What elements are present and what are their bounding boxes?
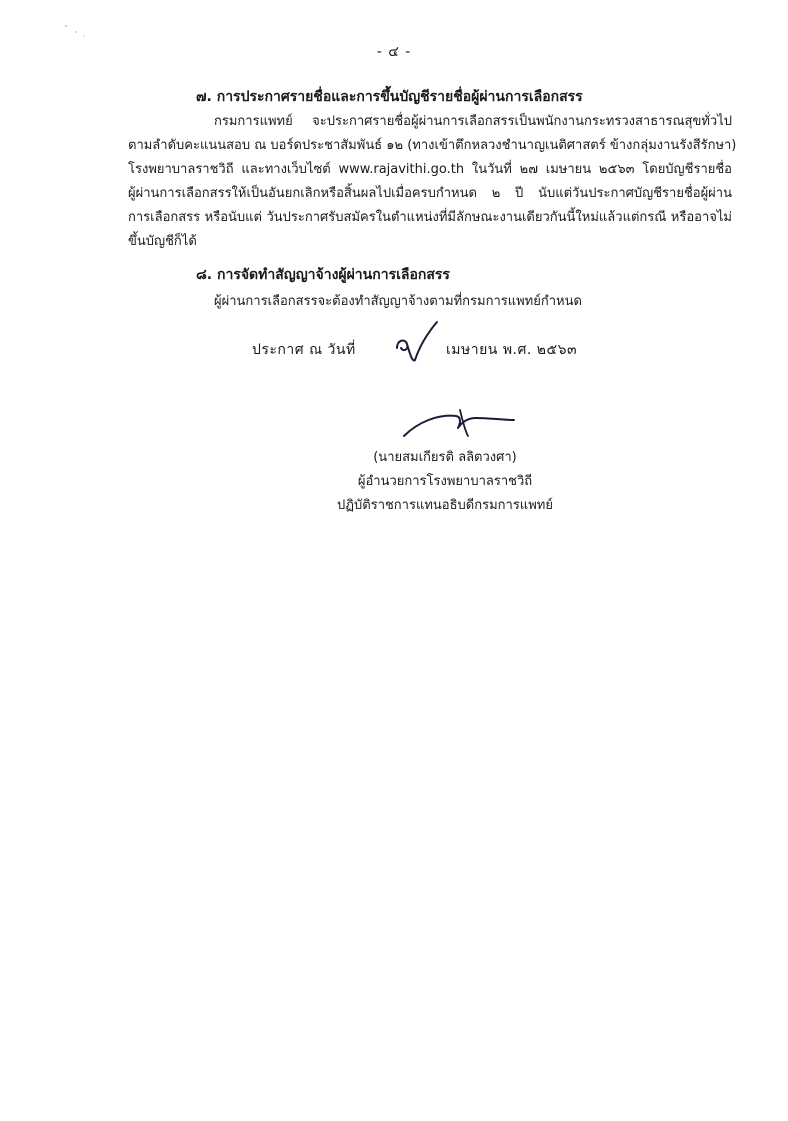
page-number: - ๔ -: [376, 44, 412, 60]
signatory-acting: ปฏิบัติราชการแทนอธิบดีกรมการแพทย์: [337, 498, 553, 513]
announce-suffix: เมษายน พ.ศ. ๒๕๖๓: [446, 342, 578, 358]
section-7-line-6: ขึ้นบัญชีก็ได้: [128, 234, 197, 249]
announce-prefix: ประกาศ ณ วันที่: [252, 342, 356, 358]
section-8-heading: ๘. การจัดทำสัญญาจ้างผู้ผ่านการเลือกสรร: [196, 267, 450, 283]
signature-mark: [398, 404, 518, 440]
section-7-line-2: ตามลำดับคะแนนสอบ ณ บอร์ดประชาสัมพันธ์ ๑๒ (ทางเข้าตึกหลวงชำนาญเนติศาสตร์ ข้างกลุ่มงานรังสีรักษา): [128, 138, 737, 153]
scan-specks: [62, 20, 92, 40]
section-7-line-1: กรมการแพทย์ จะประกาศรายชื่อผู้ผ่านการเลือกสรรเป็นพนักงานกระทรวงสาธารณสุขทั่วไป: [214, 114, 732, 129]
section-7-heading: ๗. การประกาศรายชื่อและการขึ้นบัญชีรายชื่อผู้ผ่านการเลือกสรร: [196, 89, 583, 105]
signatory-name: (นายสมเกียรติ ลลิตวงศา): [373, 450, 517, 465]
signature: [398, 404, 518, 440]
section-8-text: ผู้ผ่านการเลือกสรรจะต้องทำสัญญาจ้างตามที่กรมการแพทย์กำหนด: [214, 294, 582, 309]
section-7-line-3: โรงพยาบาลราชวิถี และทางเว็บไซต์ www.rajavithi.go.th ในวันที่ ๒๗ เมษายน ๒๕๖๓ โดยบัญชีรายชื่อ: [128, 162, 732, 177]
handwritten-day: [393, 318, 441, 364]
section-7-line-5: การเลือกสรร หรือนับแต่ วันประกาศรับสมัครในตำแหน่งที่มีลักษณะงานเดียวกันนี้ใหม่แล้วแต่กรณี หรืออาจไม่: [128, 210, 732, 225]
signatory-block: [300, 446, 590, 518]
signatory-position: ผู้อำนวยการโรงพยาบาลราชวิถี: [357, 474, 533, 489]
handwritten-day-mark: [393, 318, 441, 364]
section-7-line-4: ผู้ผ่านการเลือกสรรให้เป็นอันยกเลิกหรือสิ้นผลไปเมื่อครบกำหนด ๒ ปี นับแต่วันประกาศบัญชีรายชื่อผู้ผ่าน: [128, 186, 732, 201]
